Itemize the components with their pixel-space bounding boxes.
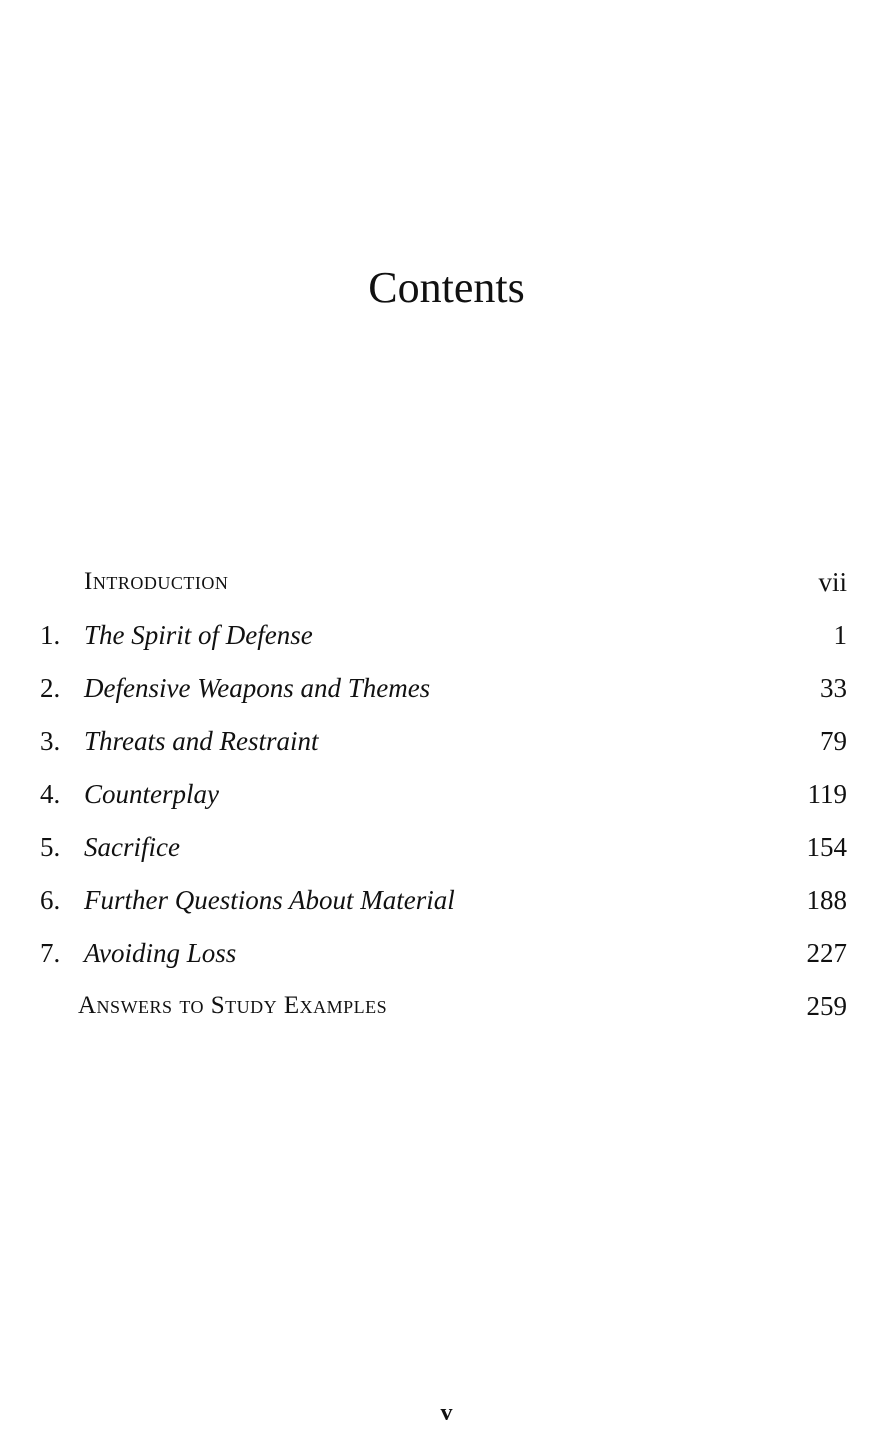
toc-entry-label: Sacrifice: [84, 832, 180, 862]
toc-entry-page: 188: [806, 885, 847, 915]
toc-entry-number: 3.: [40, 726, 61, 756]
toc-entry-label: Introduction: [84, 568, 229, 595]
toc-entry-number: 2.: [40, 673, 61, 703]
toc-entry-number: 6.: [40, 885, 61, 915]
toc-entry-number: 1.: [40, 620, 61, 650]
toc-entry-introduction[interactable]: [0, 562, 893, 602]
toc-entry-label: Further Questions About Material: [84, 885, 455, 915]
toc-entry-page: 119: [807, 779, 847, 809]
toc-entry-chapter-5[interactable]: [0, 827, 893, 867]
toc-entry-label: Answers to Study Examples: [78, 992, 388, 1019]
toc-entry-page: 1: [833, 620, 847, 650]
toc-entry-number: 5.: [40, 832, 61, 862]
toc-entry-chapter-3[interactable]: [0, 721, 893, 761]
toc-entry-chapter-7[interactable]: [0, 933, 893, 973]
toc-entry-page: 154: [806, 832, 847, 862]
toc-entry-number: 7.: [40, 938, 61, 968]
toc-entry-chapter-1[interactable]: [0, 615, 893, 655]
toc-entry-page: 259: [806, 991, 847, 1021]
toc-entry-answers[interactable]: [0, 986, 893, 1026]
toc-entry-label: Defensive Weapons and Themes: [84, 673, 431, 703]
toc-entry-label: Avoiding Loss: [84, 938, 237, 968]
toc-entry-label: Counterplay: [84, 779, 219, 809]
page-number: v: [440, 1400, 453, 1426]
toc-entry-page: vii: [818, 567, 847, 597]
page-title: Contents: [368, 263, 525, 312]
toc-entry-chapter-4[interactable]: [0, 774, 893, 814]
toc-entry-number: 4.: [40, 779, 61, 809]
toc-entry-label: Threats and Restraint: [84, 726, 319, 756]
toc-entry-label: The Spirit of Defense: [84, 620, 313, 650]
toc-entry-page: 79: [820, 726, 847, 756]
toc-entry-page: 33: [820, 673, 847, 703]
toc-entry-chapter-2[interactable]: [0, 668, 893, 708]
toc-entry-page: 227: [806, 938, 847, 968]
toc-entry-chapter-6[interactable]: [0, 880, 893, 920]
